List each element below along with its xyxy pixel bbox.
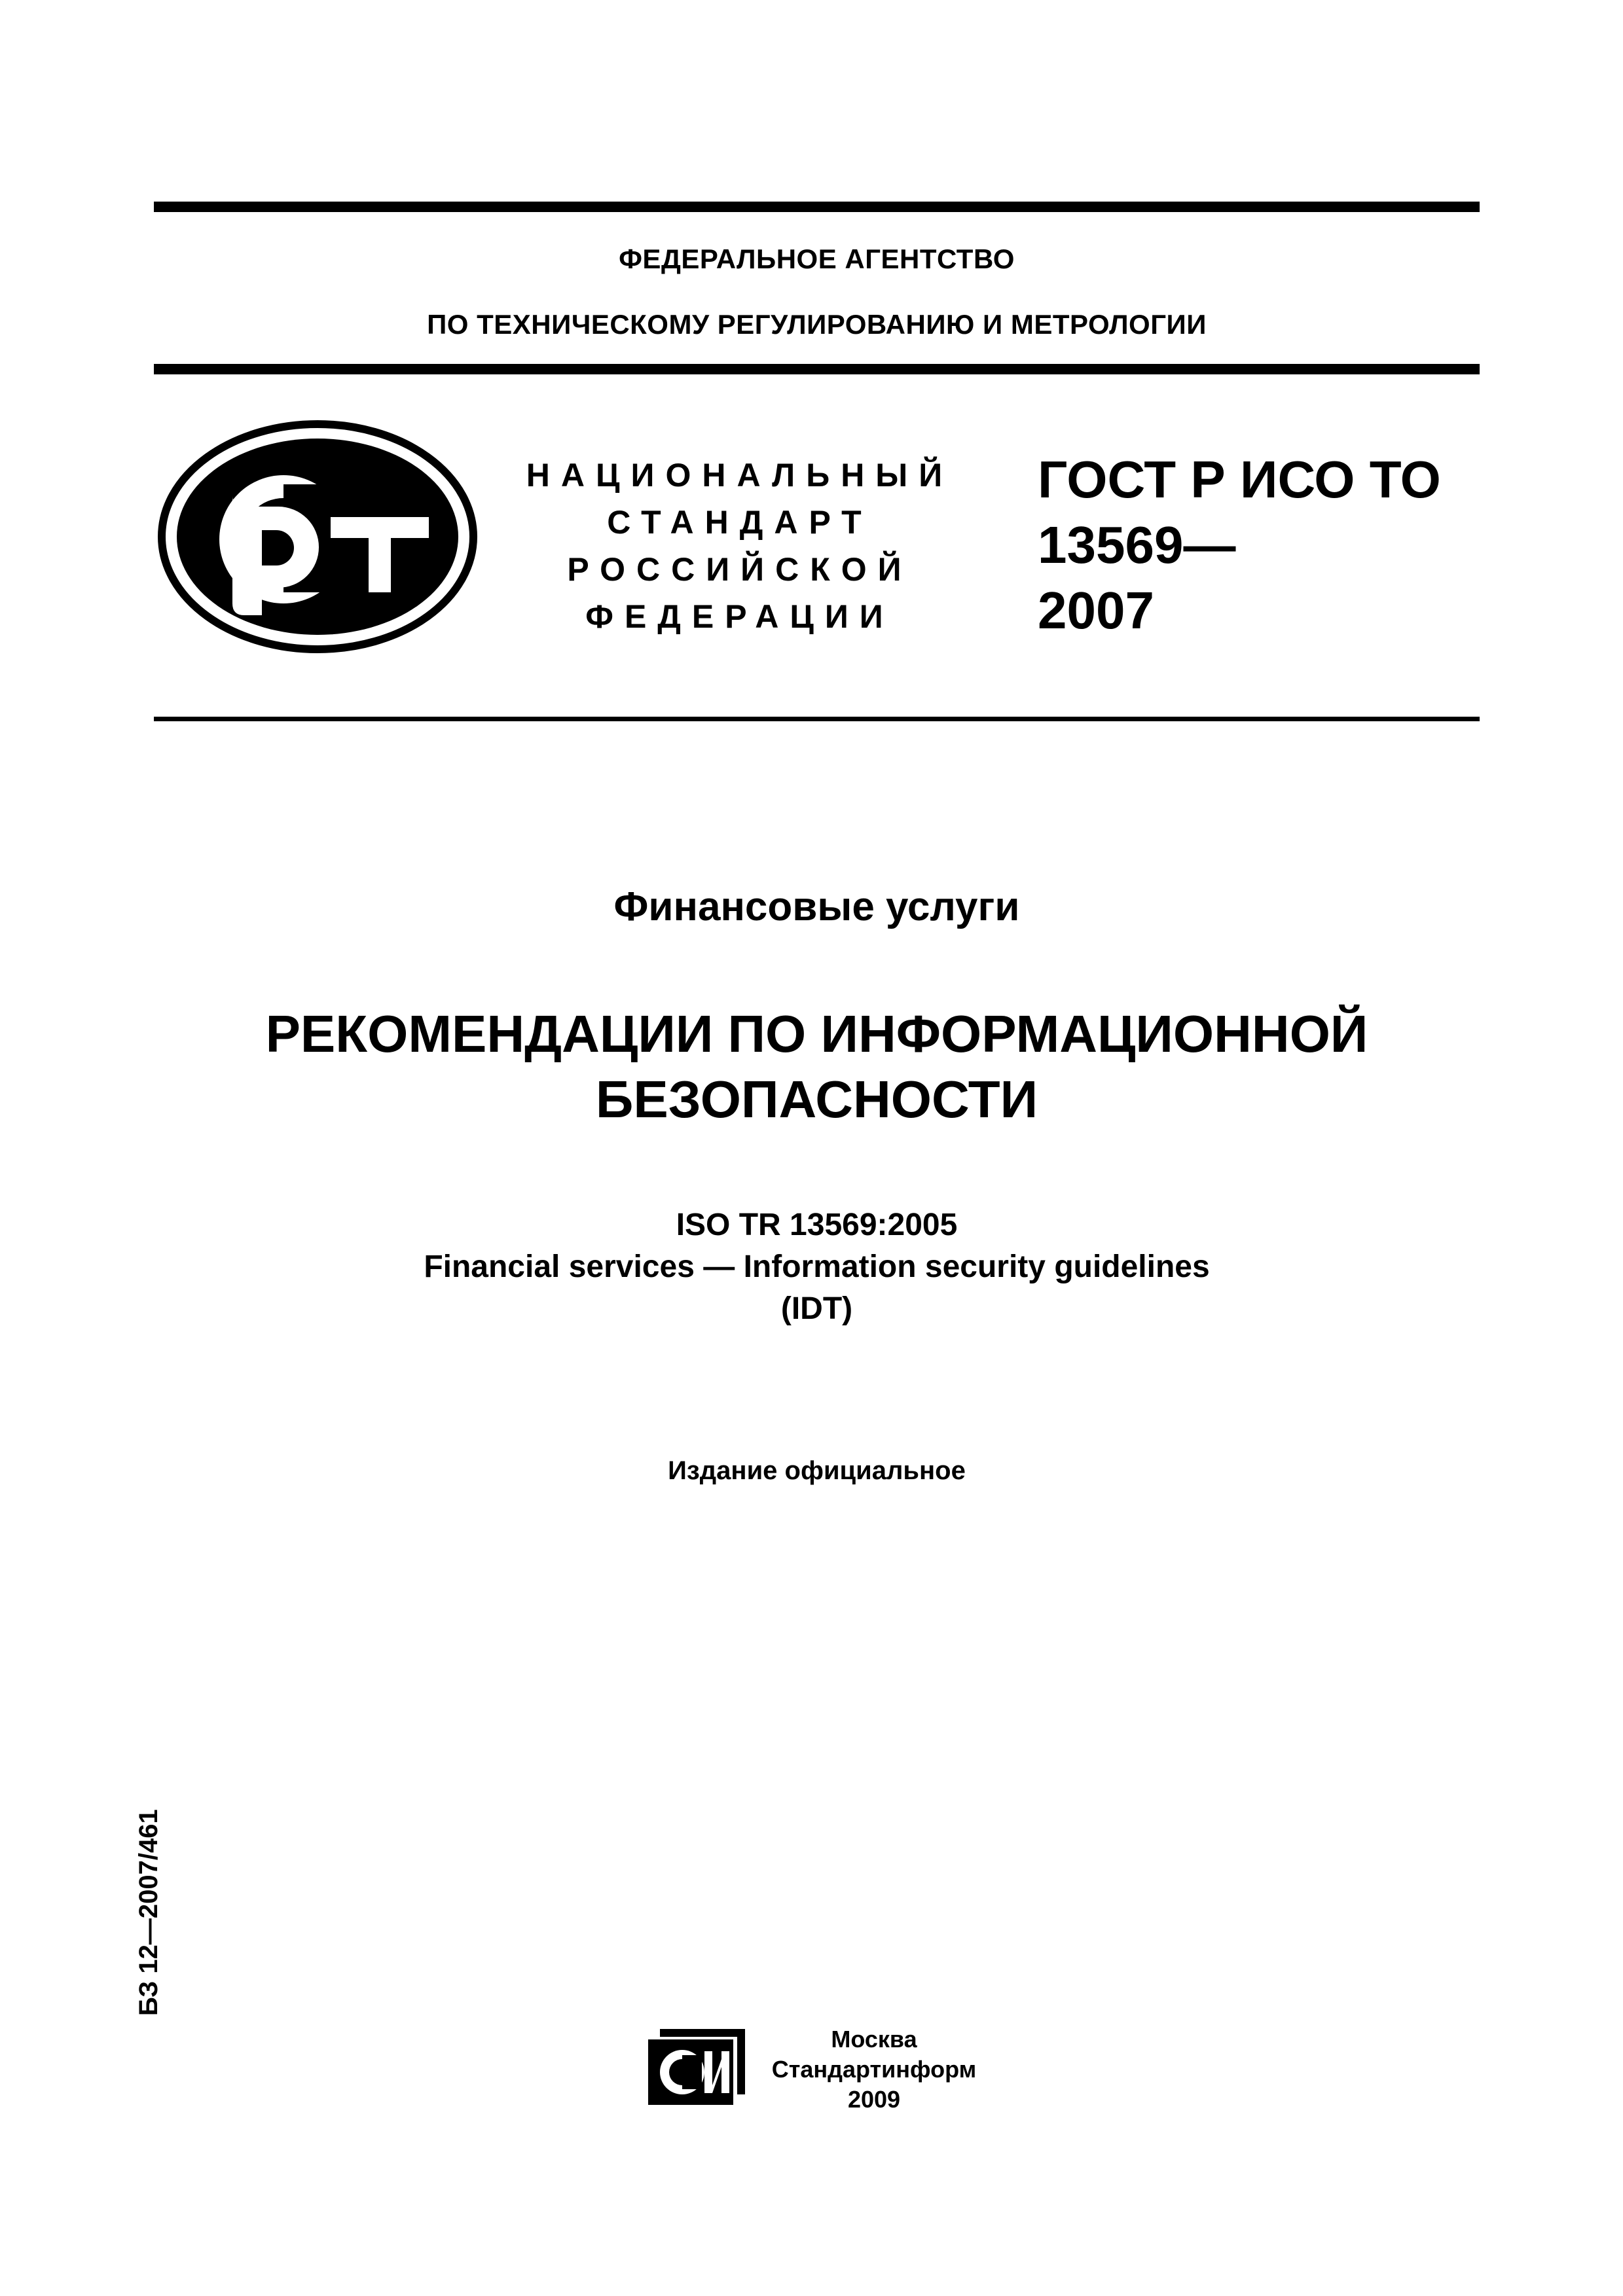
header-divider [154,364,1480,374]
iso-title: Financial services — Information security guidelines [424,1249,1210,1284]
agency-name-line-2: ПО ТЕХНИЧЕСКОМУ РЕГУЛИРОВАНИЮ И МЕТРОЛОГИИ [427,309,1207,340]
publisher-name: Стандартинформ [771,2056,977,2083]
edition-label: Издание официальное [668,1456,966,1485]
standard-designation [1038,447,1483,643]
document-subject: Финансовые услуги [613,884,1020,929]
agency-name-line-1: ФЕДЕРАЛЬНОЕ АГЕНТСТВО [619,243,1015,274]
designation-line-1: ГОСТ Р ИСО ТО [1038,450,1441,509]
publisher-city: Москва [831,2026,917,2053]
standard-label-line: ФЕДЕРАЦИИ [585,598,894,635]
standard-label-line: СТАНДАРТ [607,504,873,541]
title-line-2: БЕЗОПАСНОСТИ [595,1070,1038,1128]
designation-line-3: 2007 [1038,581,1154,639]
logo-text: РСТ [157,419,158,420]
top-divider [154,202,1480,212]
designation-line-2: 13569— [1038,516,1236,574]
iso-reference-block [154,1204,1480,1330]
iso-reference: ISO TR 13569:2005 [676,1208,958,1242]
publisher-logo-text: СИ [648,2029,649,2030]
standard-label-line: РОССИЙСКОЙ [567,551,913,588]
rst-logo-icon [157,419,478,655]
title-line-1: РЕКОМЕНДАЦИИ ПО ИНФОРМАЦИОННОЙ [265,1005,1368,1063]
publisher-block [766,2024,982,2115]
national-standard-label [498,452,982,640]
publisher-year: 2009 [847,2086,901,2113]
iso-degree: (IDT) [780,1291,853,1326]
document-title [154,1001,1480,1132]
standartinform-logo-icon [648,2029,746,2106]
standard-label-line: НАЦИОНАЛЬНЫЙ [526,457,954,493]
side-code: БЗ 12—2007/461 [134,1809,163,2016]
designation-divider [154,717,1480,721]
